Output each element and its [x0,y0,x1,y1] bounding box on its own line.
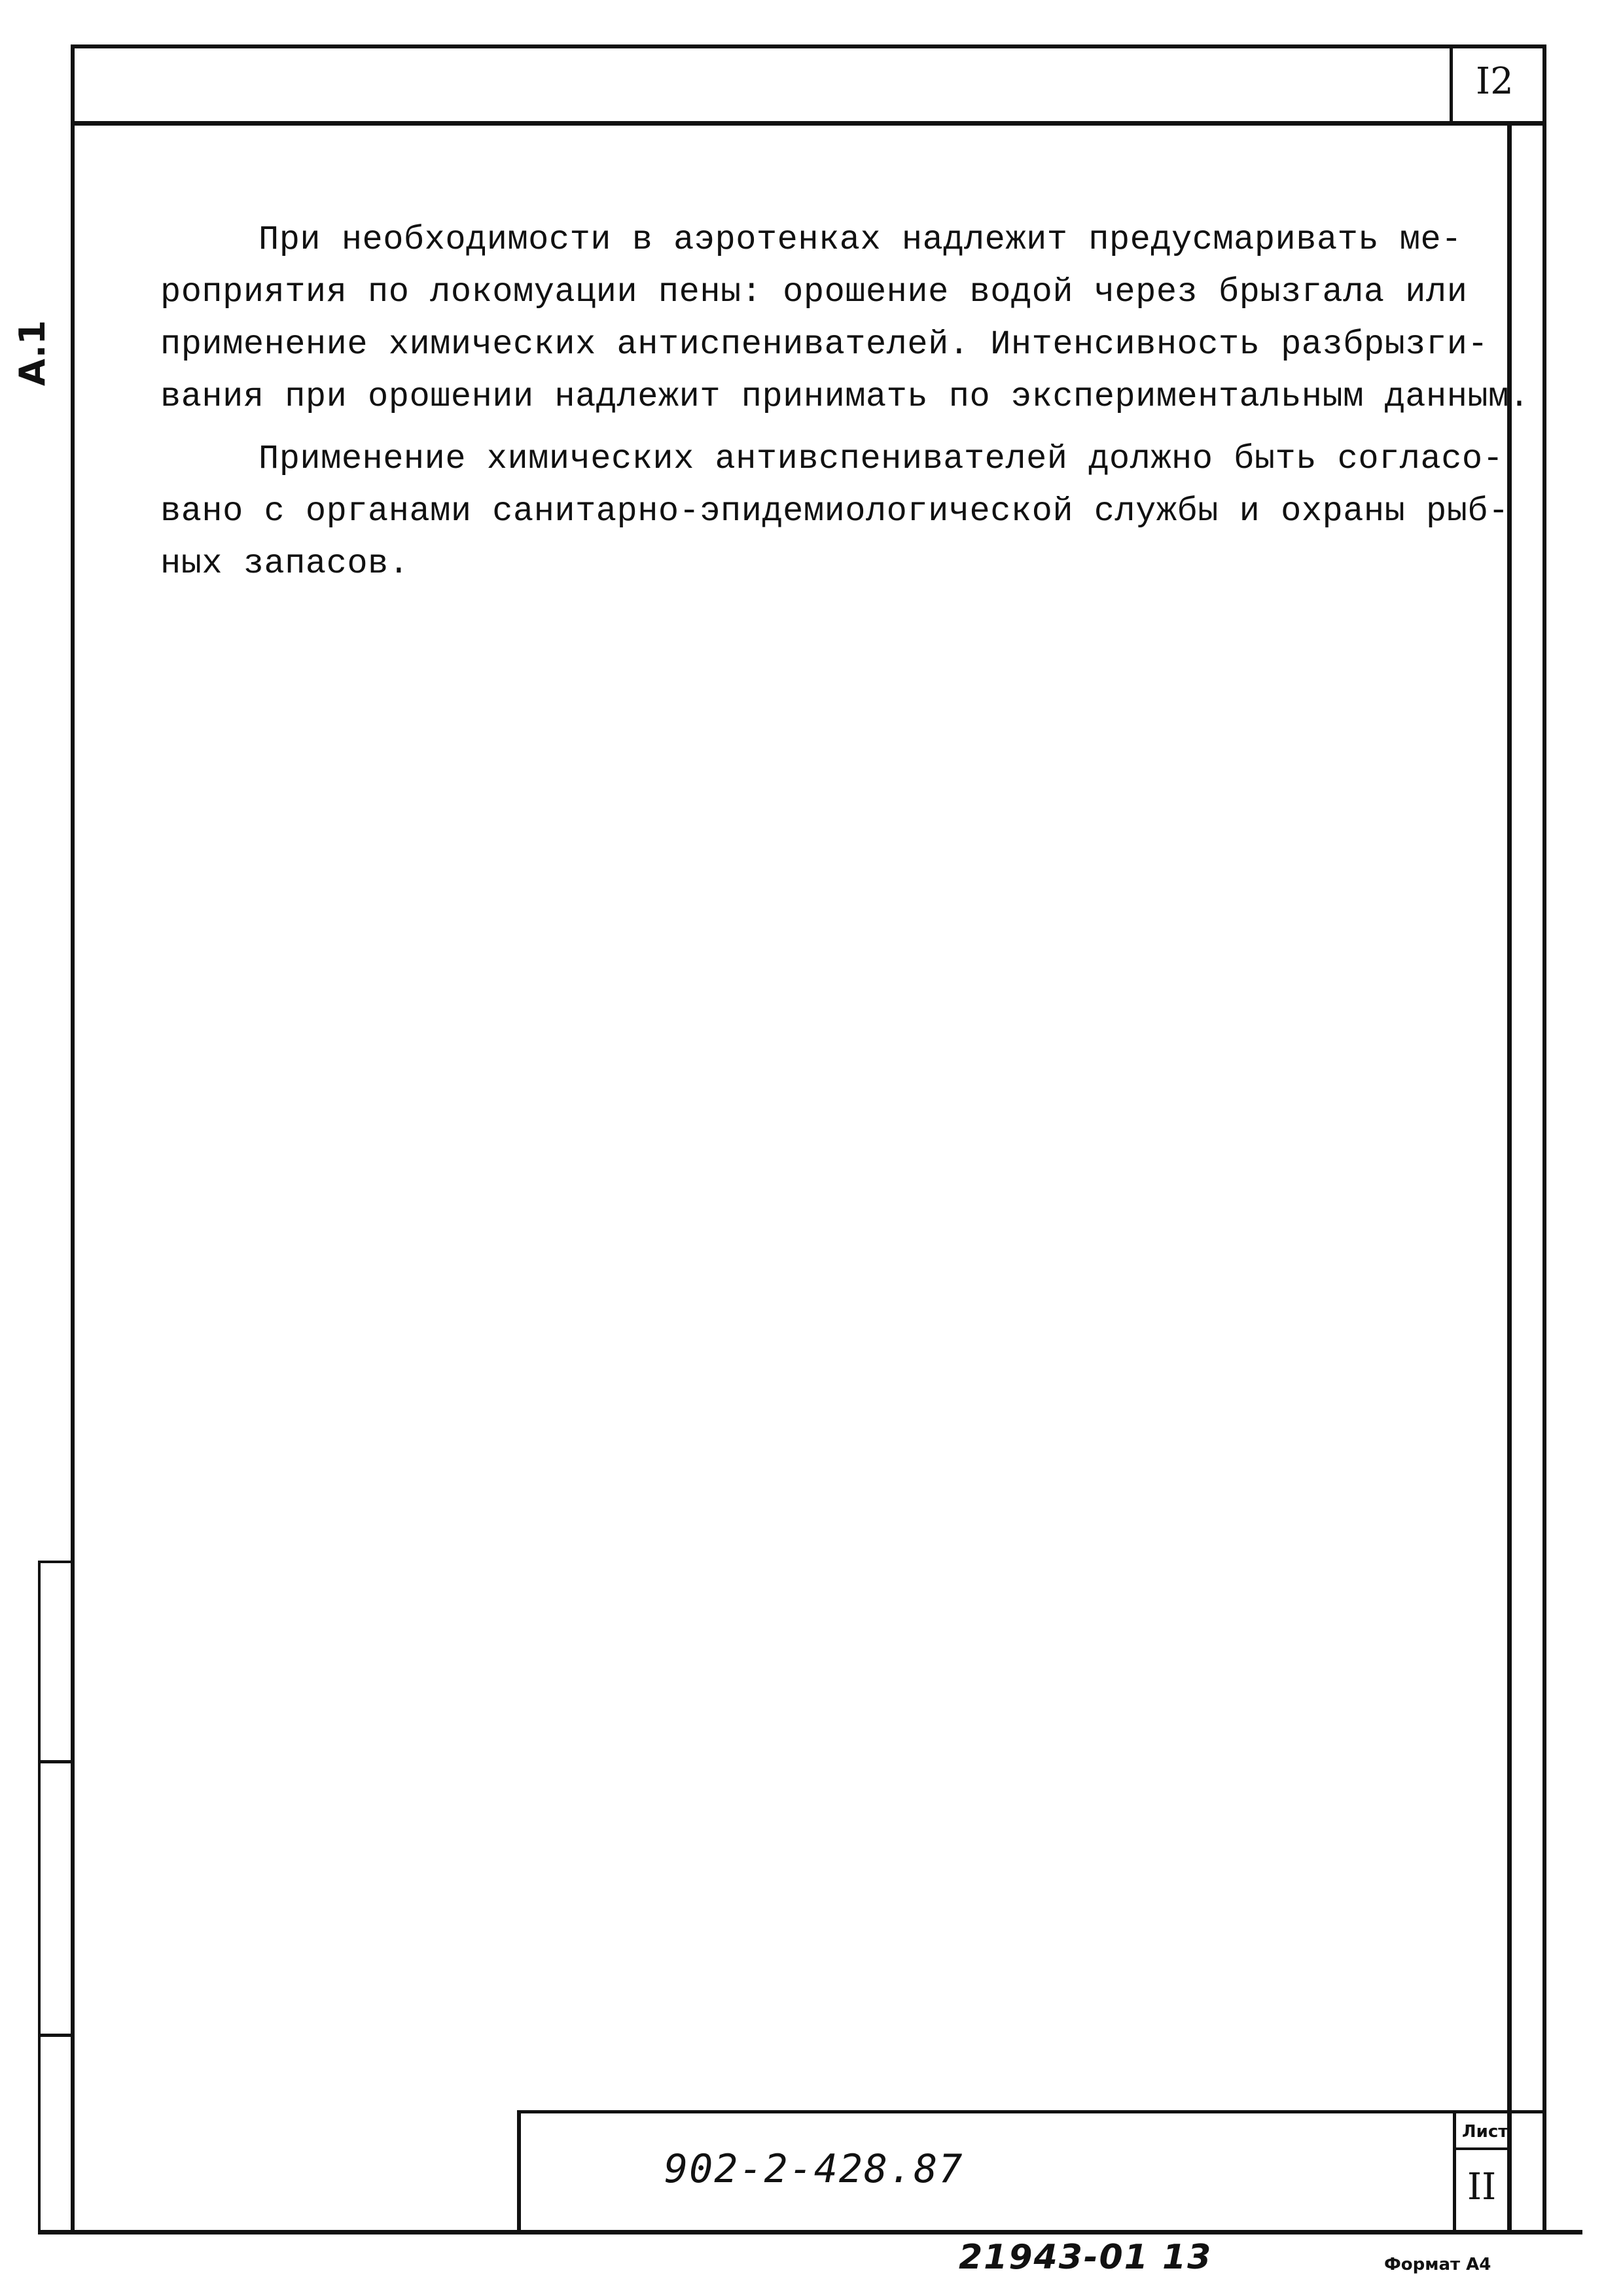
frame-right-inner-line [1507,124,1512,2233]
title-block-divider [1453,2110,1456,2233]
sheet-label: Лист [1462,2122,1508,2142]
stub-box-top [38,1561,75,1563]
inventory-number: 21943-01 13 [959,2238,1213,2277]
title-block-top [517,2110,1546,2113]
paragraph-1-line-4: вания при орошении надлежит принимать по экспериментальным данным. [160,378,1530,416]
format-label: Формат А4 [1384,2255,1491,2274]
header-cell-divider [1450,44,1453,124]
paragraph-1-line-3: применение химических антиспенивателей. Интенсивность разбрызги- [160,325,1489,364]
paragraph-2-line-1: Применение химических антивспенивателей должно быть согласо- [259,440,1504,478]
header-page-number: I2 [1476,60,1514,103]
paragraph-1-line-1: При необходимости в аэротенках надлежит предусмаривать ме- [259,221,1462,259]
paragraph-1-line-2: роприятия по локомуации пены: орошение водой через брызгала или [160,273,1468,311]
frame-bottom-line [38,2230,1582,2234]
sheet-number: II [1467,2166,1497,2208]
doc-code: 902-2-428.87 [664,2146,964,2192]
frame-top-line [71,44,1546,48]
frame-header-line [71,121,1546,126]
stub-box-divider-1 [38,1760,75,1763]
sheet-label-line [1453,2147,1510,2150]
paragraph-2-line-2: вано с органами санитарно-эпидемиологической службы и охраны рыб- [160,492,1509,531]
frame-right-outer-line [1543,44,1546,2233]
title-block-left [517,2110,521,2233]
stub-box-left [38,1561,41,2232]
paragraph-2-line-3: ных запасов. [160,544,410,583]
stub-box-divider-2 [38,2034,75,2037]
side-mark: A.1 [12,320,53,386]
